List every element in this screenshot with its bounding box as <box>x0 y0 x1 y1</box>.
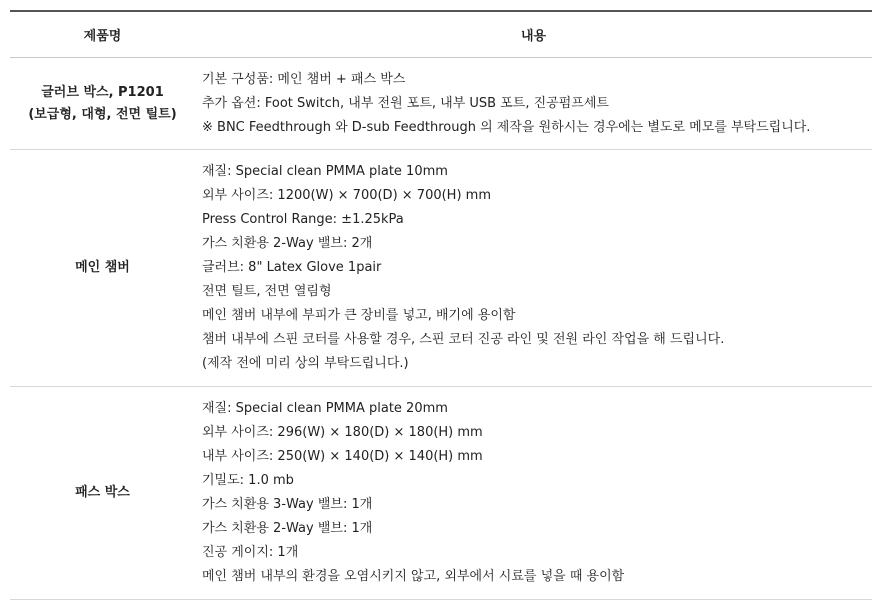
table-row <box>10 387 872 600</box>
product-name: 메인 챔버 <box>75 260 130 275</box>
product-spec-table <box>10 10 872 600</box>
product-content-cell <box>195 150 872 387</box>
spec-line: 추가 옵션: Foot Switch, 내부 전원 포트, 내부 USB 포트, 진공펌프세트 <box>202 95 609 111</box>
spec-line: 외부 사이즈: 1200(W) × 700(D) × 700(H) mm <box>202 188 491 203</box>
spec-line: (제작 전에 미리 상의 부탁드립니다.) <box>202 356 409 371</box>
spec-line: 기밀도: 1.0 mb <box>202 473 294 488</box>
product-name-cell <box>10 387 195 600</box>
spec-line: 글러브: 8" Latex Glove 1pair <box>202 260 382 275</box>
spec-line: Press Control Range: ±1.25kPa <box>202 212 404 227</box>
header-content: 내용 <box>195 11 872 58</box>
product-name-subtitle: (보급형, 대형, 전면 틸트) <box>28 106 177 122</box>
product-name: 패스 박스 <box>75 485 130 500</box>
table-row <box>10 150 872 387</box>
spec-line: 메인 챔버 내부에 부피가 큰 장비를 넣고, 배기에 용이함 <box>202 308 516 323</box>
spec-line: ※ BNC Feedthrough 와 D-sub Feedthrough 의 제작을 원하시는 경우에는 별도로 메모를 부탁드립니다. <box>202 119 811 135</box>
product-content-cell <box>195 387 872 600</box>
spec-line: 진공 게이지: 1개 <box>202 545 299 560</box>
spec-line: 전면 틸트, 전면 열림형 <box>202 284 332 299</box>
spec-line: 가스 치환용 2-Way 밸브: 2개 <box>202 236 373 251</box>
spec-line: 가스 치환용 3-Way 밸브: 1개 <box>202 497 373 512</box>
spec-line: 챔버 내부에 스핀 코터를 사용할 경우, 스핀 코터 진공 라인 및 전원 라인 작업을 해 드립니다. <box>202 332 725 347</box>
product-name: 글러브 박스, P1201 <box>41 84 164 100</box>
table-row <box>10 58 872 150</box>
spec-line: 재질: Special clean PMMA plate 10mm <box>202 164 448 179</box>
product-name-cell <box>10 150 195 387</box>
spec-line: 재질: Special clean PMMA plate 20mm <box>202 401 448 416</box>
spec-line: 외부 사이즈: 296(W) × 180(D) × 180(H) mm <box>202 425 483 440</box>
header-product-name: 제품명 <box>10 11 195 58</box>
table-header-row <box>10 11 872 58</box>
product-name-cell <box>10 58 195 150</box>
spec-line: 메인 챔버 내부의 환경을 오염시키지 않고, 외부에서 시료를 넣을 때 용이함 <box>202 569 625 584</box>
spec-line: 기본 구성품: 메인 챔버 + 패스 박스 <box>202 71 406 87</box>
spec-line: 내부 사이즈: 250(W) × 140(D) × 140(H) mm <box>202 449 483 464</box>
product-content-cell <box>195 58 872 150</box>
spec-line: 가스 치환용 2-Way 밸브: 1개 <box>202 521 373 536</box>
